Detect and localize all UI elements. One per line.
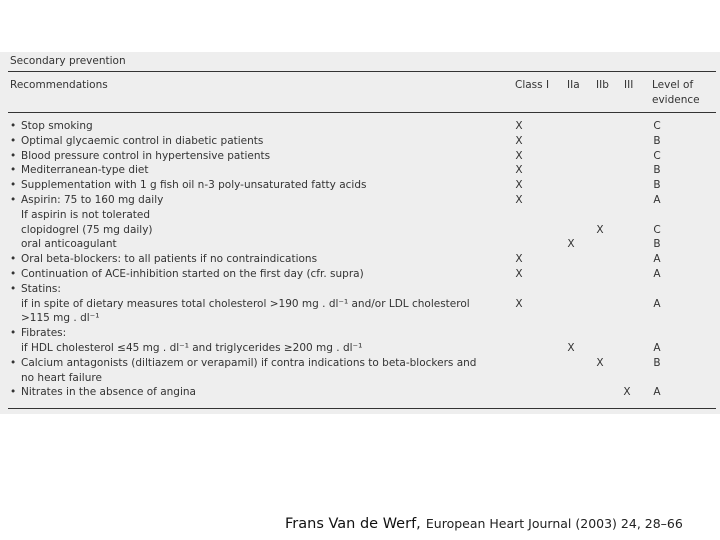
level-of-evidence: C — [653, 149, 661, 162]
bullet: • — [10, 149, 17, 162]
recommendation-text: Fibrates: — [21, 327, 67, 340]
bullet: • — [10, 193, 17, 206]
citation — [285, 513, 683, 532]
mark-class-i: X — [515, 120, 523, 132]
mark-class-i: X — [515, 179, 523, 192]
bullet: • — [10, 253, 17, 266]
bullet: • — [10, 267, 17, 280]
level-of-evidence: A — [653, 342, 661, 354]
table-row — [10, 297, 510, 312]
recommendation-text: Calcium antagonists (diltiazem or verapamil) if contra indications to beta-blockers and — [21, 356, 477, 369]
level-of-evidence: B — [653, 179, 661, 192]
citation-journal: European Heart Journal (2003) 24, 28–66 — [425, 516, 683, 531]
mark-class-i: X — [515, 164, 523, 177]
table-row — [10, 149, 510, 164]
level-of-evidence: C — [653, 223, 661, 236]
level-of-evidence: A — [653, 194, 661, 206]
level-of-evidence: B — [653, 356, 661, 369]
table-row — [10, 341, 510, 356]
level-of-evidence: B — [653, 164, 661, 177]
table-row — [10, 178, 510, 193]
recommendation-text: clopidogrel (75 mg daily) — [21, 223, 153, 236]
mark-class-iib: X — [596, 223, 604, 236]
mark-class-i: X — [515, 297, 523, 310]
bullet: • — [10, 164, 17, 177]
recommendation-text: Aspirin: 75 to 160 mg daily — [21, 193, 164, 206]
table-row — [10, 282, 510, 297]
level-of-evidence: A — [653, 297, 661, 310]
table-title: Secondary prevention — [10, 55, 126, 67]
table-row — [10, 371, 510, 386]
recommendation-text: Statins: — [21, 282, 61, 295]
table-row — [10, 134, 510, 149]
recommendation-text: Blood pressure control in hypertensive patients — [21, 149, 271, 162]
mark-class-iia: X — [567, 342, 575, 354]
table-row — [10, 237, 510, 252]
mark-class-iii: X — [623, 386, 631, 399]
recommendation-text: Mediterranean-type diet — [21, 164, 149, 177]
recommendations-list — [10, 119, 510, 400]
recommendation-text: no heart failure — [21, 371, 102, 384]
table-header-top-rule — [8, 71, 716, 72]
bullet: • — [10, 356, 17, 369]
mark-class-i: X — [515, 149, 523, 162]
recommendation-text: Supplementation with 1 g fish oil n-3 poly-unsaturated fatty acids — [21, 179, 367, 192]
bullet: • — [10, 120, 17, 132]
citation-author: Frans Van de Werf, — [285, 516, 421, 532]
table-row — [10, 356, 510, 371]
recommendation-text: if HDL cholesterol ≤45 mg . dl⁻¹ and triglycerides ≥200 mg . dl⁻¹ — [21, 341, 363, 354]
level-of-evidence: C — [653, 120, 661, 132]
bullet: • — [10, 179, 17, 192]
bullet: • — [10, 134, 17, 147]
recommendation-text: Continuation of ACE-inhibition started on the first day (cfr. supra) — [21, 267, 364, 280]
header-class-iia: IIa — [567, 79, 580, 91]
mark-class-i: X — [515, 253, 523, 266]
header-class-i: Class I — [515, 79, 550, 91]
level-of-evidence: B — [653, 134, 661, 147]
table-row — [10, 223, 510, 238]
level-of-evidence: A — [653, 253, 661, 266]
recommendation-text: oral anticoagulant — [21, 238, 117, 251]
table-header-bottom-rule — [8, 112, 716, 113]
level-of-evidence: B — [653, 238, 661, 251]
recommendation-text: Optimal glycaemic control in diabetic patients — [21, 134, 264, 147]
mark-class-i: X — [515, 194, 523, 206]
recommendation-text: if in spite of dietary measures total cholesterol >190 mg . dl⁻¹ and/or LDL cholesterol — [21, 297, 470, 310]
header-level-line1: Level of — [652, 79, 694, 91]
recommendation-text: Nitrates in the absence of angina — [21, 386, 196, 399]
table-row — [10, 119, 510, 134]
mark-class-i: X — [515, 268, 523, 280]
bullet: • — [10, 282, 17, 295]
recommendation-text: Oral beta-blockers: to all patients if no contraindications — [21, 253, 318, 266]
header-class-iii: III — [624, 79, 634, 91]
mark-class-iia: X — [567, 238, 575, 251]
bullet: • — [10, 386, 17, 399]
table-row — [10, 326, 510, 341]
table-row — [10, 311, 510, 326]
header-level-line2: evidence — [652, 94, 700, 106]
bullet: • — [10, 327, 17, 340]
level-of-evidence: A — [653, 386, 661, 399]
recommendation-text: If aspirin is not tolerated — [21, 208, 151, 221]
level-of-evidence: A — [653, 268, 661, 280]
mark-class-iib: X — [596, 356, 604, 369]
header-recommendations: Recommendations — [10, 79, 108, 91]
header-class-iib: IIb — [596, 79, 609, 91]
table-row — [10, 385, 510, 400]
table-row — [10, 267, 510, 282]
table-row — [10, 252, 510, 267]
recommendation-text: >115 mg . dl⁻¹ — [21, 312, 100, 325]
recommendation-text: Stop smoking — [21, 120, 93, 132]
mark-class-i: X — [515, 134, 523, 147]
table-bottom-rule — [8, 408, 716, 409]
table-row — [10, 163, 510, 178]
table-row — [10, 193, 510, 208]
table-row — [10, 208, 510, 223]
